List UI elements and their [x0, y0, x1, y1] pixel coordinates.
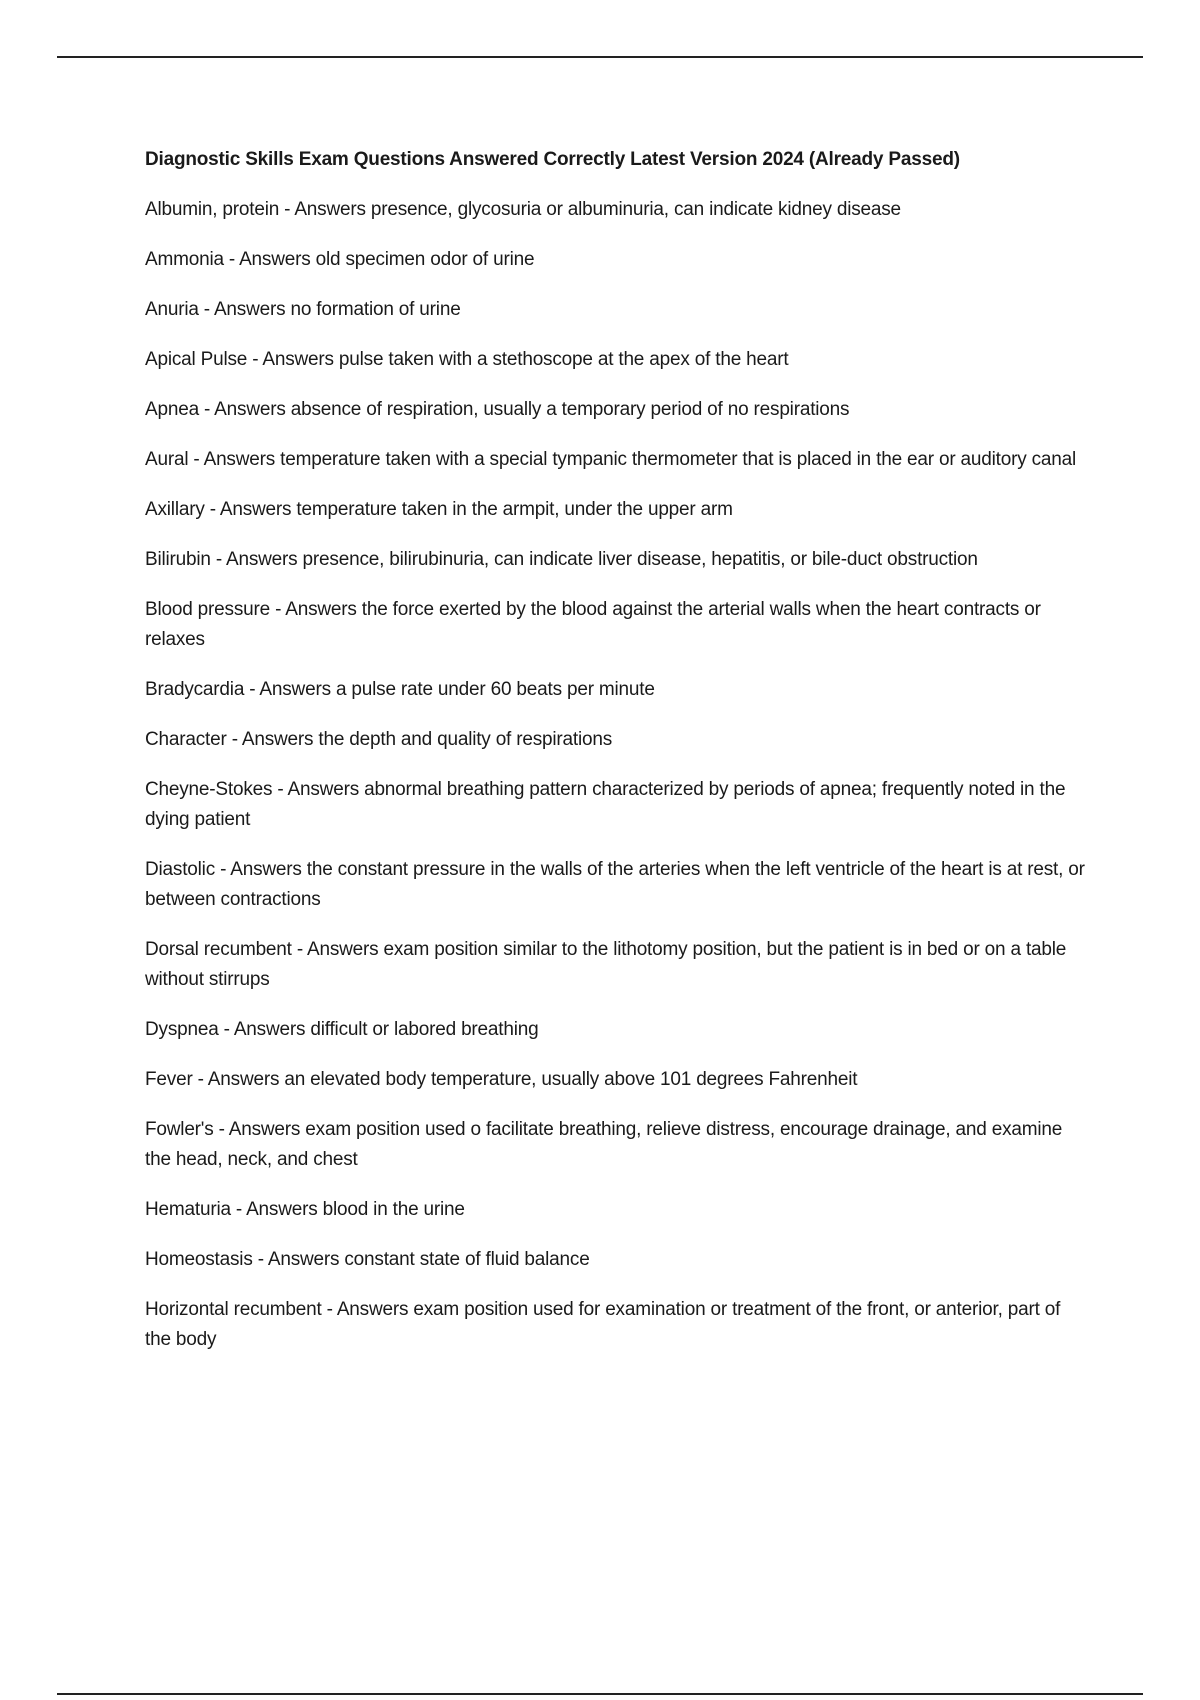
entry-anuria: Anuria - Answers no formation of urine	[145, 299, 461, 320]
header-rule	[57, 56, 1143, 58]
footer-rule	[57, 1693, 1143, 1695]
entry-diastolic: Diastolic - Answers the constant pressure in the walls of the arteries when the left ventricle of the heart is at rest, or between contractions	[145, 859, 1085, 910]
entry-blood-pressure: Blood pressure - Answers the force exerted by the blood against the arterial walls when the heart contracts or relaxes	[145, 599, 1041, 650]
entry-homeostasis: Homeostasis - Answers constant state of fluid balance	[145, 1249, 590, 1270]
entry-apical-pulse: Apical Pulse - Answers pulse taken with a stethoscope at the apex of the heart	[145, 349, 789, 370]
entry-bradycardia: Bradycardia - Answers a pulse rate under 60 beats per minute	[145, 679, 655, 700]
entry-dyspnea: Dyspnea - Answers difficult or labored breathing	[145, 1019, 539, 1040]
entry-bilirubin: Bilirubin - Answers presence, bilirubinuria, can indicate liver disease, hepatitis, or bile-duct obstruction	[145, 549, 978, 570]
entry-ammonia: Ammonia - Answers old specimen odor of urine	[145, 249, 535, 270]
entry-horizontal-recumbent: Horizontal recumbent - Answers exam position used for examination or treatment of the front, or anterior, part of the body	[145, 1299, 1061, 1350]
entry-hematuria: Hematuria - Answers blood in the urine	[145, 1199, 465, 1220]
entry-dorsal-recumbent: Dorsal recumbent - Answers exam position similar to the lithotomy position, but the patient is in bed or on a table without stirrups	[145, 939, 1067, 990]
document-body	[145, 145, 1085, 1375]
entry-character: Character - Answers the depth and quality of respirations	[145, 729, 613, 750]
entry-cheyne-stokes: Cheyne-Stokes - Answers abnormal breathing pattern characterized by periods of apnea; frequently noted in the dying patient	[145, 779, 1066, 830]
entry-apnea: Apnea - Answers absence of respiration, usually a temporary period of no respirations	[145, 399, 850, 420]
entry-albumin: Albumin, protein - Answers presence, glycosuria or albuminuria, can indicate kidney disease	[145, 199, 901, 220]
entry-fowlers: Fowler's - Answers exam position used o facilitate breathing, relieve distress, encourage drainage, and examine the head, neck, and chest	[145, 1119, 1063, 1170]
entry-axillary: Axillary - Answers temperature taken in the armpit, under the upper arm	[145, 499, 733, 520]
entry-aural: Aural - Answers temperature taken with a special tympanic thermometer that is placed in the ear or auditory canal	[145, 449, 1077, 470]
entry-fever: Fever - Answers an elevated body temperature, usually above 101 degrees Fahrenheit	[145, 1069, 858, 1090]
document-title: Diagnostic Skills Exam Questions Answered Correctly Latest Version 2024 (Already Passed)	[145, 149, 960, 170]
